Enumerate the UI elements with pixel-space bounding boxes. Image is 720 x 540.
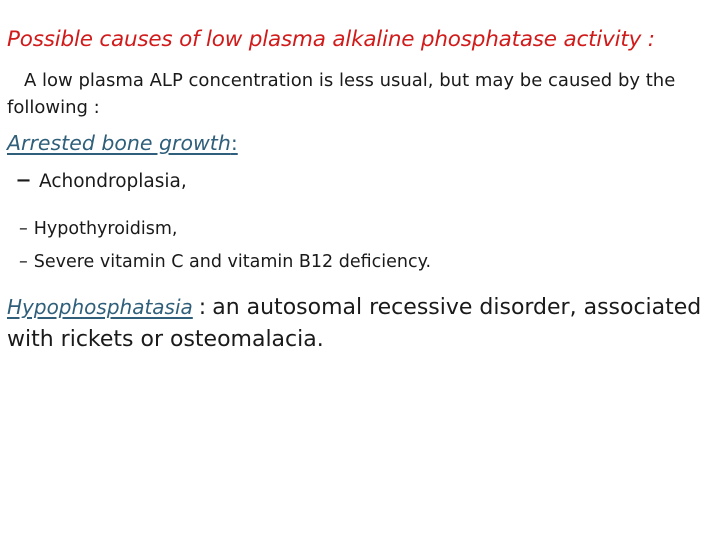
intro-paragraph xyxy=(7,67,707,121)
list-item-achondroplasia xyxy=(16,162,187,197)
list-item-text: Achondroplasia, xyxy=(39,171,187,192)
list-item-hypothyroidism xyxy=(19,219,177,239)
hypophosphatasia-description: an autosomal recessive disorder, associated with rickets or osteomalacia. xyxy=(7,295,702,352)
term-separator: : xyxy=(198,295,207,320)
intro-text: A low plasma ALP concentration is less usual, but may be caused by the following : xyxy=(7,70,676,118)
dash-bullet-icon: – xyxy=(19,252,28,272)
section-heading-text: Arrested bone growth xyxy=(7,131,231,155)
section-heading-colon: : xyxy=(230,131,238,155)
list-item-vitamin-deficiency xyxy=(19,252,431,272)
hypophosphatasia-term: Hypophosphatasia xyxy=(7,295,193,319)
hypophosphatasia-paragraph xyxy=(7,291,715,356)
dash-bullet-icon: – xyxy=(19,219,28,239)
slide-title: Possible causes of low plasma alkaline phosphatase activity : xyxy=(7,27,655,52)
list-item-text: Severe vitamin C and vitamin B12 deficiency. xyxy=(33,252,432,272)
section-heading-arrested-bone-growth xyxy=(7,131,238,155)
list-item-text: Hypothyroidism, xyxy=(33,219,178,239)
dash-bullet-icon: – xyxy=(16,162,31,197)
